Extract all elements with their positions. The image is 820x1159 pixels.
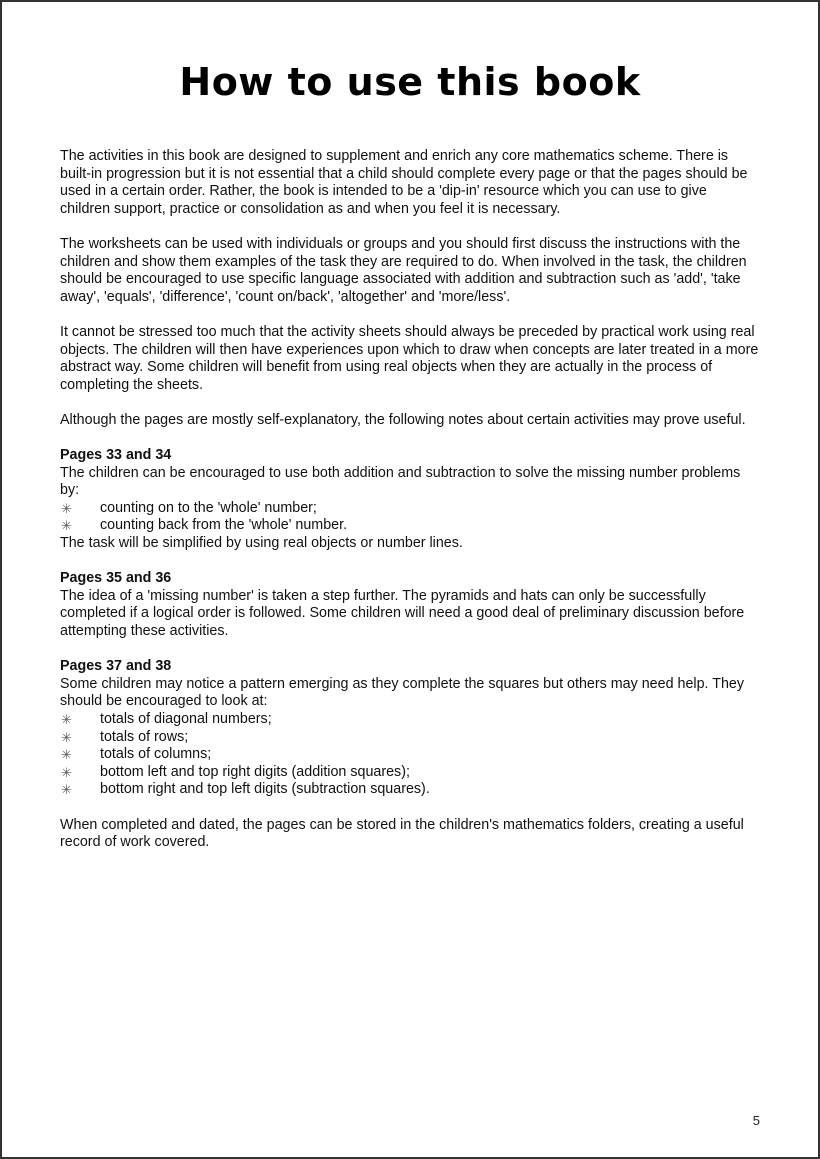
page-title: How to use this book [179,60,641,104]
intro-paragraph-3: It cannot be stressed too much that the activity sheets should always be preceded by practical work using real objects. The children will then have experiences upon which to draw when concepts are later treated in a more abstract way. Some children will benefit from using real objects when they are actually in the process of completing the sheets. [60,323,759,393]
list-item-text: bottom right and top left digits (subtraction squares). [100,781,430,798]
section-heading: Pages 33 and 34 [60,447,172,464]
bullet-list [60,711,760,799]
section-pages-35-36 [60,570,760,640]
section-after-text: The task will be simplified by using real objects or number lines. [60,535,463,552]
list-item-text: totals of columns; [100,746,212,763]
section-text: The children can be encouraged to use both addition and subtraction to solve the missing number problems by: [60,464,741,499]
asterisk-bullet-icon: ✳ [61,782,72,798]
list-item-text: bottom left and top right digits (addition squares); [100,763,410,780]
asterisk-bullet-icon: ✳ [61,764,72,780]
intro-paragraph-1: The activities in this book are designed to supplement and enrich any core mathematics scheme. There is built-in progression but it is not essential that a child should complete every page or that the pages should be used in a certain order. Rather, the book is intended to be a 'dip-in' resource which you can use to give children support, practice or consolidation as and when you feel it is necessary. [60,148,748,217]
intro-paragraph-2: The worksheets can be used with individuals or groups and you should first discuss the instructions with the children and show them examples of the task they are required to do. When involved in the task, the children should be encouraged to use specific language associated with addition and subtraction such as 'add', 'take away', 'equals', 'difference', 'count on/back', 'altogether' and 'more/less'. [60,235,747,305]
asterisk-bullet-icon: ✳ [61,500,72,516]
bullet-list [60,500,760,535]
asterisk-bullet-icon: ✳ [61,712,72,727]
intro-paragraph-4: Although the pages are mostly self-explanatory, the following notes about certain activities may prove useful. [60,411,746,428]
page-number: 5 [752,1113,760,1128]
section-pages-37-38 [60,658,760,799]
section-text: Some children may notice a pattern emerging as they complete the squares but others may need help. They should be encouraged to look at: [60,675,744,710]
section-heading: Pages 37 and 38 [60,658,172,675]
list-item [60,517,760,535]
section-text: The idea of a 'missing number' is taken a step further. The pyramids and hats can only be successfully completed if a logical order is followed. Some children will need a good deal of preliminary discussion before attempting these activities. [60,587,745,640]
section-heading: Pages 35 and 36 [60,570,172,587]
page-content [60,148,760,869]
list-item-text: totals of rows; [100,728,189,745]
asterisk-bullet-icon: ✳ [61,747,72,763]
list-item [60,781,760,799]
list-item-text: counting on to the 'whole' number; [100,499,317,516]
list-item [60,500,760,518]
list-item [60,764,760,782]
list-item [60,729,760,747]
asterisk-bullet-icon: ✳ [61,518,72,534]
list-item [60,711,760,729]
closing-paragraph: When completed and dated, the pages can be stored in the children's mathematics folders, creating a useful record of work covered. [60,816,744,851]
asterisk-bullet-icon: ✳ [61,729,72,745]
list-item-text: totals of diagonal numbers; [100,711,272,727]
list-item [60,746,760,764]
section-pages-33-34 [60,447,760,553]
list-item-text: counting back from the 'whole' number. [100,517,348,534]
